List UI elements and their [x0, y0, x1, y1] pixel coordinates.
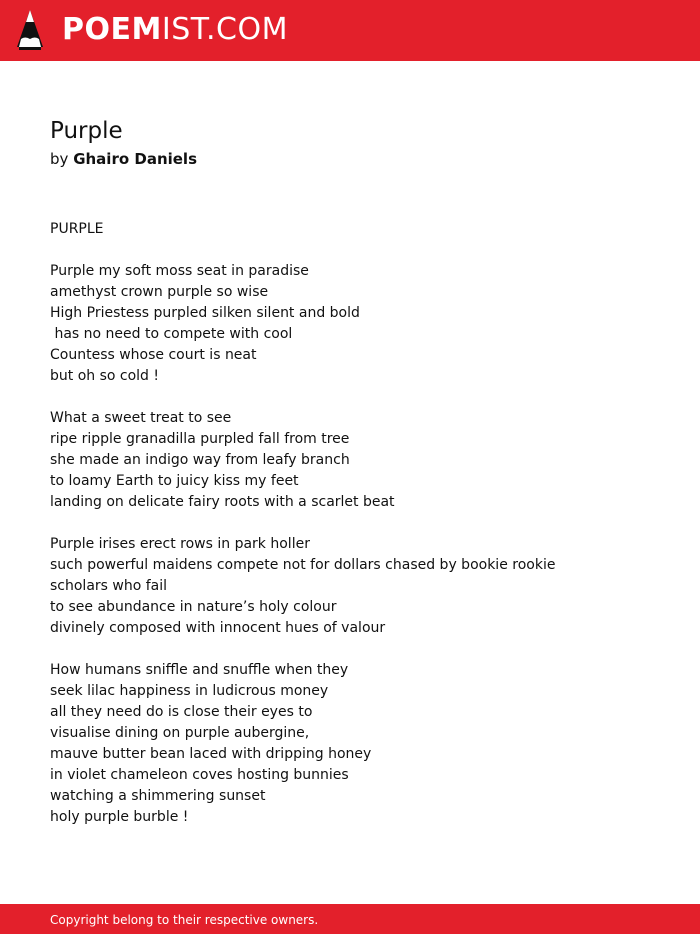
- poem-line: all they need do is close their eyes to: [50, 704, 313, 720]
- poem-line: but oh so cold !: [50, 368, 159, 384]
- poem-line: Countess whose court is neat: [50, 347, 257, 363]
- poem-line: to see abundance in nature’s holy colour: [50, 599, 337, 615]
- poem-line: What a sweet treat to see: [50, 410, 232, 426]
- poem-line: ripe ripple granadilla purpled fall from tree: [50, 431, 350, 447]
- poem-line: watching a shimmering sunset: [50, 788, 266, 804]
- poem-line: Purple irises erect rows in park holler: [50, 536, 310, 552]
- site-header: [0, 0, 700, 61]
- poem-heading: PURPLE: [50, 221, 104, 237]
- byline: [50, 149, 197, 169]
- site-logo[interactable]: [62, 12, 288, 48]
- poem-line: landing on delicate fairy roots with a scarlet beat: [50, 494, 395, 510]
- author-name[interactable]: Ghairo Daniels: [73, 150, 198, 168]
- poem-line: How humans sniffle and snuffle when they: [50, 662, 349, 678]
- poem-line: mauve butter bean laced with dripping honey: [50, 746, 372, 762]
- poem-line: visualise dining on purple aubergine,: [50, 725, 310, 741]
- stanza-gap: [50, 387, 670, 408]
- poem-line: such powerful maidens compete not for dollars chased by bookie rookie: [50, 557, 556, 573]
- stanza-gap: [50, 639, 670, 660]
- poem-line: to loamy Earth to juicy kiss my feet: [50, 473, 299, 489]
- brand-light-text: IST.COM: [161, 12, 288, 47]
- byline-prefix: by: [50, 150, 69, 168]
- poem-title: Purple: [50, 118, 123, 144]
- poem-line: in violet chameleon coves hosting bunnies: [50, 767, 349, 783]
- poem-body: [50, 219, 670, 828]
- copyright-notice: Copyright belong to their respective owners.: [50, 913, 319, 927]
- stanza-gap: [50, 513, 670, 534]
- poem-line: she made an indigo way from leafy branch: [50, 452, 350, 468]
- poem-line: divinely composed with innocent hues of valour: [50, 620, 386, 636]
- poem-line: amethyst crown purple so wise: [50, 284, 269, 300]
- site-footer: [0, 904, 700, 934]
- poem-line: Purple my soft moss seat in paradise: [50, 263, 309, 279]
- pencil-icon[interactable]: [16, 9, 44, 51]
- poem-line: holy purple burble !: [50, 809, 189, 825]
- poem-line: High Priestess purpled silken silent and bold: [50, 305, 360, 321]
- stanza-gap: [50, 240, 670, 261]
- poem-line: has no need to compete with cool: [50, 326, 293, 342]
- poem-line: scholars who fail: [50, 578, 168, 594]
- brand-bold-text: POEM: [62, 12, 162, 47]
- poem-line: seek lilac happiness in ludicrous money: [50, 683, 329, 699]
